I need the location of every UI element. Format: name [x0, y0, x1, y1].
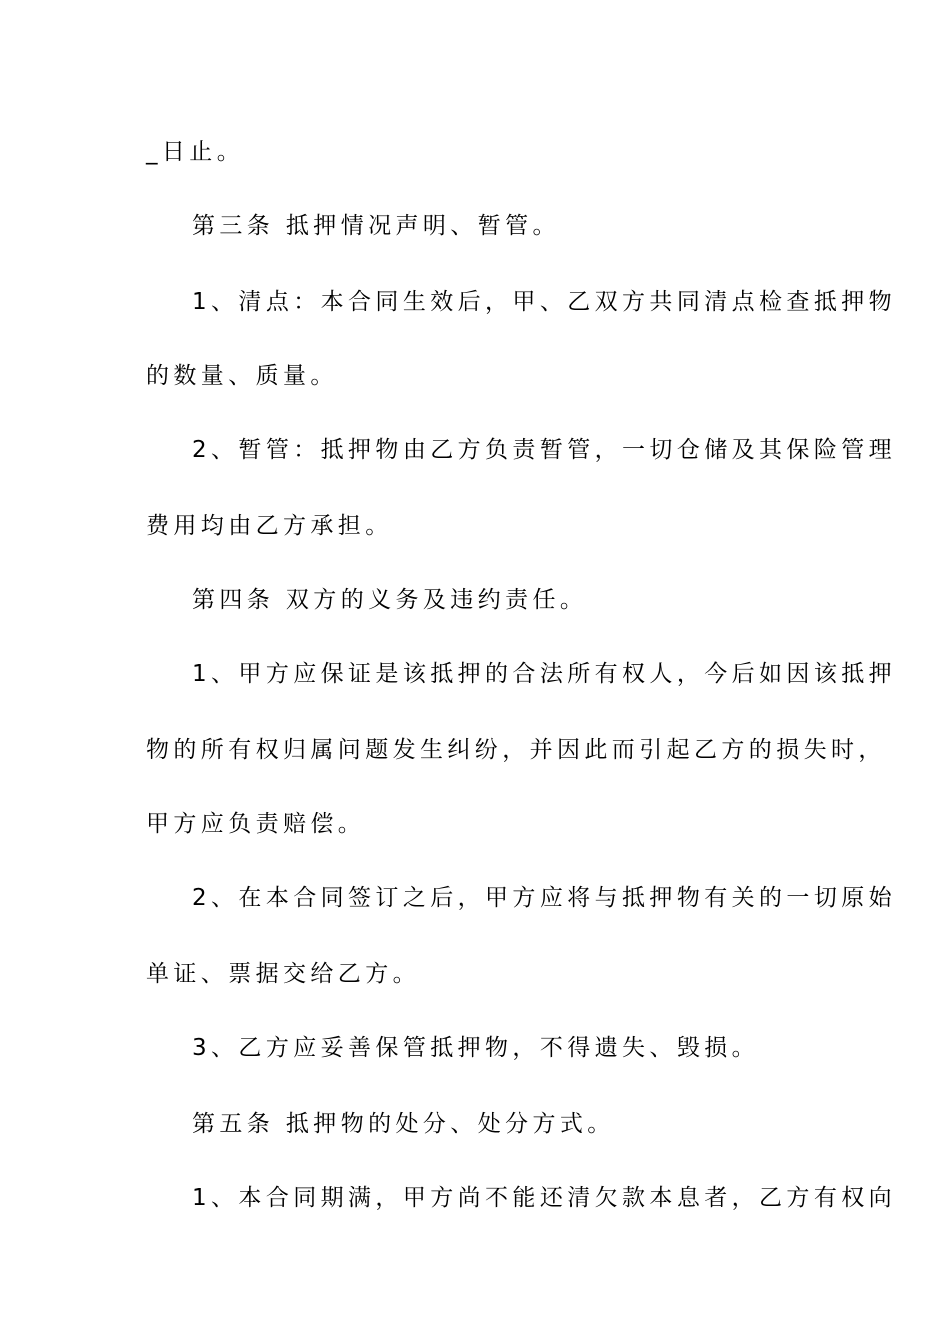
article-3-heading: 第三条 抵押情况声明、暂管。 [192, 213, 560, 239]
article-3-item-2: 2、暂管：抵押物由乙方负责暂管，一切仓储及其保险管理 [192, 437, 897, 463]
article-4-item-1-cont-1: 物的所有权归属问题发生纠纷，并因此而引起乙方的损失时， [146, 737, 886, 763]
article-4-item-1-cont-2: 甲方应负责赔偿。 [146, 811, 366, 837]
article-4-item-2-cont: 单证、票据交给乙方。 [146, 961, 420, 987]
article-4-heading: 第四条 双方的义务及违约责任。 [192, 587, 588, 613]
article-4-item-1: 1、甲方应保证是该抵押的合法所有权人，今后如因该抵押 [192, 661, 897, 687]
article-5-item-1: 1、本合同期满，甲方尚不能还清欠款本息者，乙方有权向 [192, 1185, 897, 1211]
article-3-item-1-cont: 的数量、质量。 [146, 363, 338, 389]
article-4-item-2: 2、在本合同签订之后，甲方应将与抵押物有关的一切原始 [192, 885, 897, 911]
article-3-item-1: 1、清点：本合同生效后，甲、乙双方共同清点检查抵押物 [192, 289, 897, 315]
article-4-item-3: 3、乙方应妥善保管抵押物，不得遗失、毁损。 [192, 1035, 760, 1061]
text-line-date-end: _日止。 [146, 139, 245, 165]
article-3-item-2-cont: 费用均由乙方承担。 [146, 513, 393, 539]
article-5-heading: 第五条 抵押物的处分、处分方式。 [192, 1111, 615, 1137]
